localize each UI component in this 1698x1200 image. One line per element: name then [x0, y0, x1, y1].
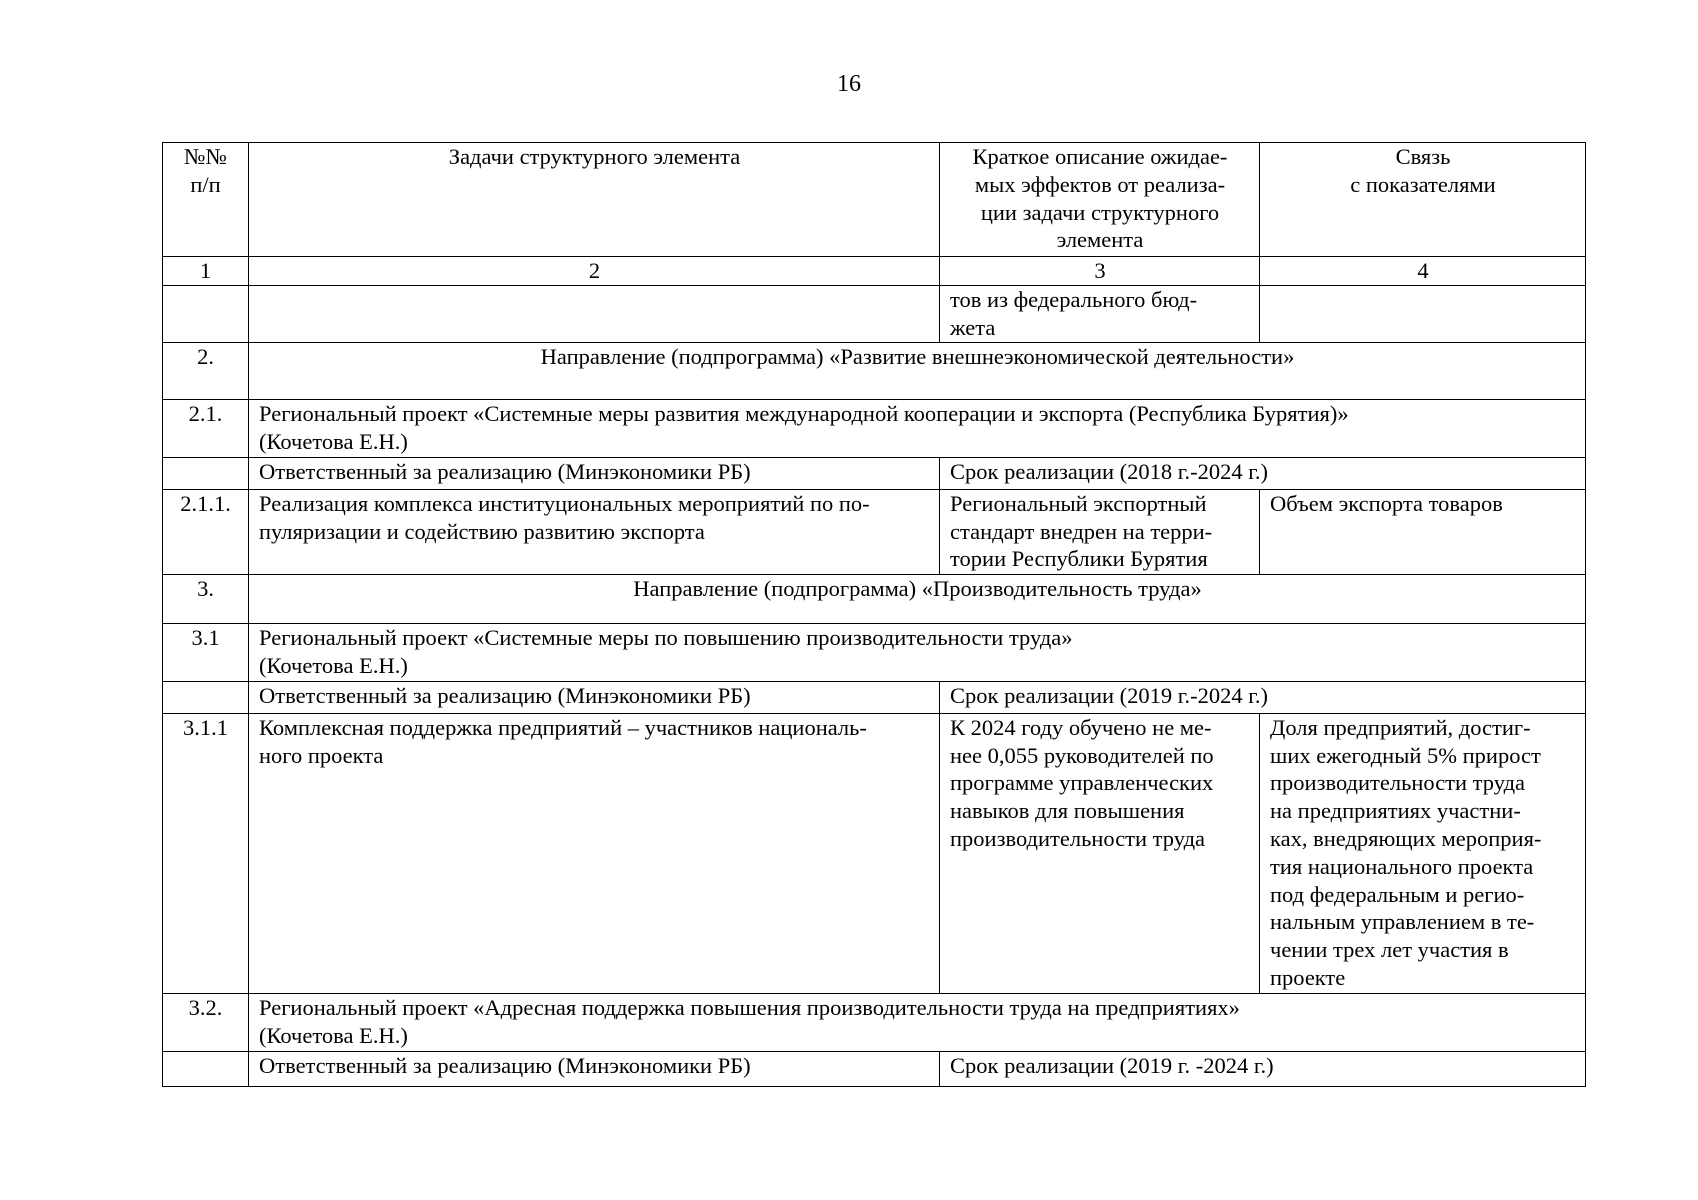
responsible-text: Ответственный за реализацию (Минэкономики РБ) [249, 681, 940, 713]
task-number: 3.1.1 [163, 713, 249, 993]
term-text: Срок реализации (2018 г.-2024 г.) [940, 457, 1586, 489]
empty-cell [1260, 285, 1586, 342]
project-title: Региональный проект «Адресная поддержка повышения производительности труда на предприятиях» (Кочетова Е.Н.) [249, 993, 1586, 1051]
header-tasks: Задачи структурного элемента [249, 143, 940, 257]
term-text: Срок реализации (2019 г.-2024 г.) [940, 681, 1586, 713]
column-number: 1 [163, 257, 249, 286]
page-number: 16 [837, 71, 861, 97]
empty-cell [163, 681, 249, 713]
task-row [163, 713, 1586, 993]
project-row [163, 399, 1586, 457]
header-number: №№ п/п [163, 143, 249, 257]
empty-cell [249, 285, 940, 342]
direction-number: 2. [163, 342, 249, 399]
column-number: 3 [940, 257, 1260, 286]
column-number: 4 [1260, 257, 1586, 286]
task-text: Комплексная поддержка предприятий – участников националь- ного проекта [249, 713, 940, 993]
direction-title: Направление (подпрограмма) «Производительность труда» [249, 574, 1586, 623]
responsible-text: Ответственный за реализацию (Минэкономики РБ) [249, 457, 940, 489]
task-indicator: Объем экспорта товаров [1260, 489, 1586, 574]
empty-cell [163, 285, 249, 342]
responsible-row [163, 1051, 1586, 1086]
empty-cell [163, 1051, 249, 1086]
continuation-row [163, 285, 1586, 342]
project-row [163, 993, 1586, 1051]
column-number: 2 [249, 257, 940, 286]
term-text: Срок реализации (2019 г. -2024 г.) [940, 1051, 1586, 1086]
task-row [163, 489, 1586, 574]
header-row [163, 143, 1586, 257]
column-numbers-row [163, 257, 1586, 286]
direction-row [163, 342, 1586, 399]
responsible-text: Ответственный за реализацию (Минэкономики РБ) [249, 1051, 940, 1086]
task-number: 2.1.1. [163, 489, 249, 574]
header-indicators: Связь с показателями [1260, 143, 1586, 257]
empty-cell [163, 457, 249, 489]
task-effect: Региональный экспортный стандарт внедрен на терри- тории Республики Бурятия [940, 489, 1260, 574]
project-title: Региональный проект «Системные меры по повышению производительности труда» (Кочетова Е.Н.) [249, 623, 1586, 681]
structural-elements-table [162, 142, 1586, 1087]
task-effect: К 2024 году обучено не ме- нее 0,055 руководителей по программе управленческих навыков для повышения производительности труда [940, 713, 1260, 993]
responsible-row [163, 681, 1586, 713]
project-number: 3.2. [163, 993, 249, 1051]
project-title: Региональный проект «Системные меры развития международной кооперации и экспорта (Республика Бурятия)» (Кочетова Е.Н.) [249, 399, 1586, 457]
continuation-effect: тов из федерального бюд- жета [940, 285, 1260, 342]
header-effects: Краткое описание ожидае- мых эффектов от реализа- ции задачи структурного элемента [940, 143, 1260, 257]
direction-title: Направление (подпрограмма) «Развитие внешнеэкономической деятельности» [249, 342, 1586, 399]
responsible-row [163, 457, 1586, 489]
task-text: Реализация комплекса институциональных мероприятий по по- пуляризации и содействию развитию экспорта [249, 489, 940, 574]
project-number: 2.1. [163, 399, 249, 457]
project-number: 3.1 [163, 623, 249, 681]
direction-row [163, 574, 1586, 623]
project-row [163, 623, 1586, 681]
direction-number: 3. [163, 574, 249, 623]
task-indicator: Доля предприятий, достиг- ших ежегодный 5% прирост производительности труда на предприятиях участни- ках, внедряющих мероприя- тия национального проекта под федеральным и регио- нальным управлением в те- чении трех лет участия в проекте [1260, 713, 1586, 993]
